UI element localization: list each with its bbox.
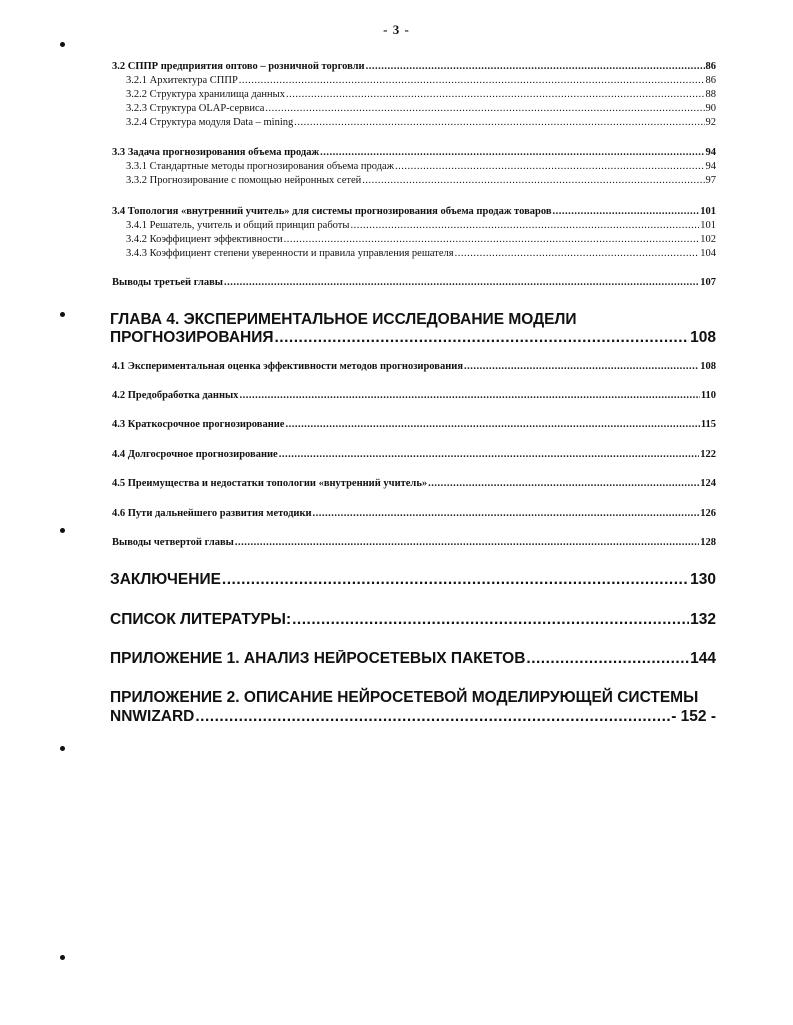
toc-entry-title: 3.4.1 Решатель, учитель и общий принцип работы <box>126 220 350 231</box>
toc-entry-page: 97 <box>705 175 716 186</box>
dot-leader <box>284 235 700 246</box>
scan-mark <box>60 528 65 533</box>
toc-entry[interactable] <box>126 234 716 245</box>
toc-entry-title: 4.6 Пути дальнейшего развития методики <box>112 508 312 519</box>
dot-leader <box>239 76 705 87</box>
toc-entry[interactable] <box>126 103 716 114</box>
toc-entry[interactable] <box>110 650 716 668</box>
dot-leader <box>366 62 705 73</box>
dot-leader <box>320 148 704 159</box>
page-number: - 3 - <box>383 22 410 37</box>
toc-entry-title: 3.4.2 Коэффициент эффективности <box>126 234 283 245</box>
toc-entry[interactable] <box>110 329 716 347</box>
toc-entry-title: 4.5 Преимущества и недостатки топологии «внутренний учитель» <box>112 478 428 489</box>
dot-leader <box>553 207 700 218</box>
toc-entry-page: 101 <box>700 206 716 217</box>
toc-entry-page: 88 <box>705 89 716 100</box>
dot-leader <box>428 479 699 490</box>
toc-entry[interactable] <box>126 75 716 86</box>
toc-entry-page: 94 <box>705 161 716 172</box>
toc-entry-title: СПИСОК ЛИТЕРАТУРЫ: <box>110 611 292 628</box>
toc-entry-page: 90 <box>705 103 716 114</box>
toc-entry-page: 107 <box>700 277 716 288</box>
toc-entry-title: 3.3.1 Стандартные методы прогнозирования объема продаж <box>126 161 394 172</box>
toc-entry-title: NNWIZARD <box>110 708 195 725</box>
toc-entry-title: Выводы четвертой главы <box>112 537 234 548</box>
dot-leader <box>464 362 699 373</box>
toc-entry-title: 3.4 Топология «внутренний учитель» для системы прогнозирования объема продаж товаров <box>112 206 552 217</box>
toc-entry-title: 3.2.4 Структура модуля Data – mining <box>126 117 294 128</box>
toc-entry-title: 3.3 Задача прогнозирования объема продаж <box>112 147 320 158</box>
dot-leader <box>275 332 690 348</box>
toc-entry-page: 86 <box>705 75 716 86</box>
toc-entry[interactable] <box>126 161 716 172</box>
toc-entry-page: 130 <box>690 571 716 588</box>
toc-entry-page: 126 <box>700 508 716 519</box>
toc-entry-title: 3.2.3 Структура OLAP-сервиса <box>126 103 265 114</box>
scan-mark <box>60 42 65 47</box>
dot-leader <box>526 653 689 669</box>
toc-entry[interactable] <box>112 61 716 72</box>
toc-entry-title: 3.2.2 Структура хранилища данных <box>126 89 285 100</box>
dot-leader <box>286 90 705 101</box>
toc-entry[interactable] <box>112 277 716 288</box>
dot-leader <box>362 176 704 187</box>
toc-entry-title: Выводы третьей главы <box>112 277 223 288</box>
toc-entry-page: 108 <box>700 361 716 372</box>
dot-leader <box>294 118 704 129</box>
dot-leader <box>285 420 699 431</box>
toc-entry-title: 4.1 Экспериментальная оценка эффективности методов прогнозирования <box>112 361 464 372</box>
toc-entry-title: ЗАКЛЮЧЕНИЕ <box>110 571 221 588</box>
toc-entry[interactable] <box>112 390 716 401</box>
dot-leader <box>224 278 699 289</box>
toc-entry-page: 115 <box>700 419 716 430</box>
toc-entry[interactable] <box>112 361 716 372</box>
toc-entry-title: 4.2 Предобработка данных <box>112 390 239 401</box>
toc-entry-title: 3.4.3 Коэффициент степени уверенности и правила управления решателя <box>126 248 454 259</box>
toc-entry[interactable] <box>112 537 716 548</box>
toc-entry[interactable] <box>112 478 716 489</box>
scan-mark <box>60 746 65 751</box>
toc-entry-page: 92 <box>705 117 716 128</box>
dot-leader <box>292 614 689 630</box>
toc-entry-title: 4.4 Долгосрочное прогнозирование <box>112 449 278 460</box>
dot-leader <box>455 249 700 260</box>
toc-entry-page: 128 <box>700 537 716 548</box>
toc-entry[interactable] <box>112 206 716 217</box>
toc-entry[interactable] <box>126 248 716 259</box>
toc-entry-page: 144 <box>690 650 716 667</box>
toc-entry-page: 110 <box>700 390 716 401</box>
dot-leader <box>239 391 699 402</box>
toc-entry-page: 122 <box>700 449 716 460</box>
toc-entry-title: 3.2.1 Архитектура СППР <box>126 75 238 86</box>
toc-entry[interactable] <box>110 571 716 589</box>
toc-entry-page: 102 <box>700 234 716 245</box>
toc-entry[interactable] <box>126 175 716 186</box>
toc-entry-page: 94 <box>705 147 716 158</box>
toc-entry[interactable] <box>110 611 716 629</box>
toc-entry[interactable] <box>110 708 716 726</box>
toc-entry[interactable] <box>126 89 716 100</box>
dot-leader <box>265 104 704 115</box>
scan-mark <box>60 312 65 317</box>
toc-entry[interactable] <box>112 419 716 430</box>
dot-leader <box>235 538 699 549</box>
dot-leader <box>350 221 699 232</box>
toc-entry-page: 108 <box>690 329 716 346</box>
toc-entry-page: 101 <box>700 220 716 231</box>
dot-leader <box>195 711 670 727</box>
toc-entry[interactable] <box>112 508 716 519</box>
dot-leader <box>222 574 689 590</box>
toc-entry-page: 104 <box>700 248 716 259</box>
toc-entry-title: 4.3 Краткосрочное прогнозирование <box>112 419 285 430</box>
toc-entry[interactable] <box>126 220 716 231</box>
toc-entry-title: ПРОГНОЗИРОВАНИЯ <box>110 329 274 346</box>
scan-mark <box>60 955 65 960</box>
toc-entry-page: 124 <box>700 478 716 489</box>
toc-appendix-title-line1[interactable]: ПРИЛОЖЕНИЕ 2. ОПИСАНИЕ НЕЙРОСЕТЕВОЙ МОДЕЛИРУЮЩЕЙ СИСТЕМЫ <box>110 689 699 706</box>
dot-leader <box>395 162 705 173</box>
toc-entry-title: ПРИЛОЖЕНИЕ 1. АНАЛИЗ НЕЙРОСЕТЕВЫХ ПАКЕТОВ <box>110 650 526 667</box>
toc-entry[interactable] <box>112 147 716 158</box>
toc-entry-title: 3.2 СППР предприятия оптово – розничной торговли <box>112 61 365 72</box>
toc-entry[interactable] <box>126 117 716 128</box>
toc-entry-page: - 152 - <box>671 708 716 725</box>
toc-entry-title: 3.3.2 Прогнозирование с помощью нейронных сетей <box>126 175 362 186</box>
toc-entry-page: 132 <box>690 611 716 628</box>
dot-leader <box>313 509 700 520</box>
toc-chapter-title-line1[interactable]: ГЛАВА 4. ЭКСПЕРИМЕНТАЛЬНОЕ ИССЛЕДОВАНИЕ МОДЕЛИ <box>110 311 577 328</box>
toc-entry-page: 86 <box>705 61 716 72</box>
dot-leader <box>279 450 700 461</box>
toc-entry[interactable] <box>112 449 716 460</box>
